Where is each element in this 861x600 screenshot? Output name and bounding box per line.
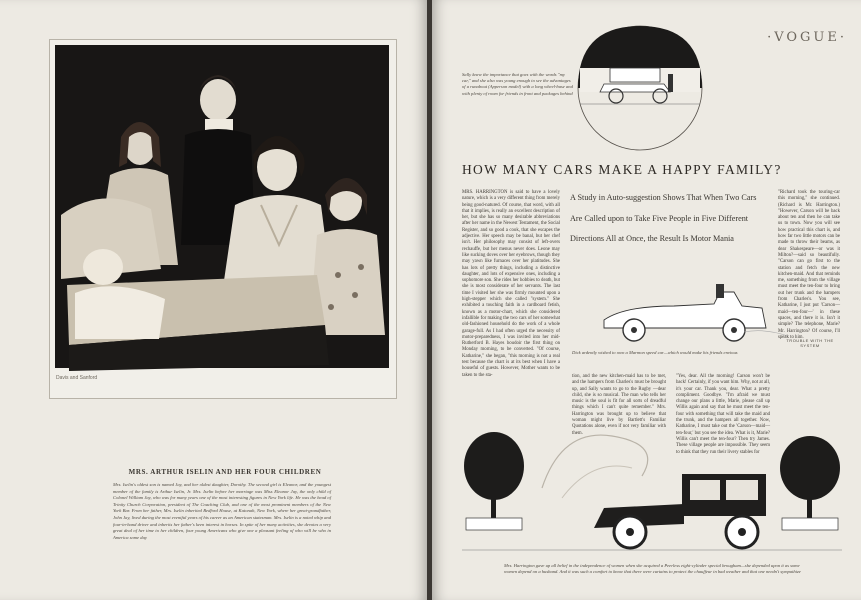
right-page <box>432 0 861 600</box>
photo-title: MRS. ARTHUR ISELIN AND HER FOUR CHILDREN <box>128 468 322 476</box>
runabout-illustration <box>576 24 704 152</box>
top-caption: Sally knew the importance that goes with the words "my car," and she also was young enough to see the advantages of a runabout (Apperson model) with a long wheel-base and with plenty of room for friends in front and packages behind <box>462 72 573 96</box>
speed-car-caption: Dick ardently wished to own a Marmon speed car—which would make his friends envious <box>572 350 738 355</box>
article-headline: HOW MANY CARS MAKE A HAPPY FAMILY? <box>462 162 782 177</box>
article-column-3 <box>676 374 771 455</box>
family-portrait-photo <box>55 45 389 368</box>
brougham-illustration <box>462 428 842 558</box>
speed-car-illustration <box>594 272 792 348</box>
photo-credit: Davis and Sanford <box>56 375 98 381</box>
photo-caption: Mrs. Iselin's oldest son is named Jay, and her oldest daughter, Dorothy. The second girl is Eleanor, and the youngest member of the family is Arthur Iselin, Jr. Mrs. Iselin before her marriage was Miss Eleanor Jay, the only child of Colonel William Jay, who was for many years one of the most interesting figures in New York life. He was the head of Trinity Church Corporation, president of The Coaching Club, and one of the most prominent members of the New York Bar. From her father, Mrs. Iselin inherited Bedford House, at Katonah, New York, where her great-grandfather, John Jay, lived during the most eventful years of his career as an American statesman. Mrs. Iselin is a noted whip and four-in-hand driver and inherits her father's keen interest in horses. In spite of her many activities, she devotes a very great deal of her time to her children, four young Americans who give one a pleasant feeling of who will be who in America some day <box>113 482 331 540</box>
car-illustration-label: TROUBLE WITH THE SYSTEM <box>786 338 834 348</box>
article-subhead: A Study in Auto-suggestion Shows That When Two Cars Are Called upon to Take Five People in Five Different Directions All at Once, the Result Is Motor Mania <box>570 193 757 243</box>
column-1-text: MRS. HARRINGTON is said to have a lovely nature, which is a very different thing from merely being good-natured. Of course, that word, with all that it implies, is really an excellent description of her, but she has so many desirable abbreviations after her name in the Newest Testament, the Social Register, and so good a cook, that she escapes the adjective. Her speech may be banal, but her chef isn't. Her philosophy may consist of left-overs rechauffe, but her menus never does. Leone may like sucking doves over her eyebrows, though they may yawn like furnaces over her platitudes. She has lots of pretty things, including a distinctive daughter, and lots of expensive ones, including a sophomore son. She rides her hobbies to death, but she is most considerate of her servants. The last time I visited her she was firmly mounted upon a high-stepper which she called "system." She exhibited a touching faith in a cardboard fetish, known as a motor-chart, which she considered infallible for making the two cars of her somewhat old-fashioned household do the work of a whole garage-full. As I had often urged the necessity of motor-preparedness, I was invited into her mid-Rutherford B. Hayes boudoir the first thing on Monday morning, to be converted. "Of course, Katharine," she began, "this morning is not a real test because the chart is at its best when I have a houseful of guests. However, Mother wants to be taken to the sta- <box>462 190 560 378</box>
photo-frame <box>49 39 397 399</box>
article-column-2 <box>572 374 666 436</box>
column-3-text: "Yes, dear. All the morning! Carson won't be back! Certainly, if you want him. Why, not at all, it's your car. Thank you, dear. What a pretty compliment. Goodbye. "I'm afraid we must change our plans a little, Marie, please call up Willis again and say that he must meet the ten-four with something that will take the maid and the trunk, and the hampers all together. Now, Katharine, I must take out the 'Carson—maid—ten-four,' but you see the idea. What is it, Marie? Willis can't meet the ten-four? Then try James. These village people are impossible. They seem to think that they run their livery stables for <box>676 374 771 455</box>
article-column-4 <box>778 190 840 340</box>
brougham-caption: Mrs. Harrington gave up all belief in the independence of women when she acquired a Peerless eight-cylinder special brougham—she depended upon it as some women depend on a husband. And it was such a comfort to know that there were curtains to protect the chauffeur in bad weather and that one needn't sympathize <box>504 563 801 574</box>
column-4-text: "Richard took the touring-car this morning," she continued. (Richard is Mr. Harrington.) "However, Carson will be back about ten and then he can take us to town. Now you will see how practical this chart is, and how far two little motors can be made to throw their beams, as dear Shakespeare—or was it Milton?—said so beautifully. "Carson can go first to the station and fetch the new kitchen-maid. And that reminds me, something from the village must meet the ten-four to bring out her trunk and the hampers from Charles's. You see, Katharine, I just put 'Carson—maid—ten-four—' in these spaces, and there it is. Isn't it simple? The telephone, Marie? Mr. Harrington? Of course, I'll speak to him. <box>778 190 840 340</box>
article-column-1 <box>462 190 560 445</box>
vogue-logo: ·VOGUE· <box>767 30 847 45</box>
left-page <box>0 0 427 600</box>
column-2-text: tion, and the new kitchen-maid has to be met, and the hampers from Charles's must be brought up, and Sally wants to go to the Rugby —dear child, she is so musical. The man who tells her music is the soul is fit for all sorts of dreadful things which I can't quite remember." Mrs. Harrington was brought up to believe that woman might live by Bartlett's Familiar Quotations alone, even if not very familiar with them. <box>572 374 666 436</box>
